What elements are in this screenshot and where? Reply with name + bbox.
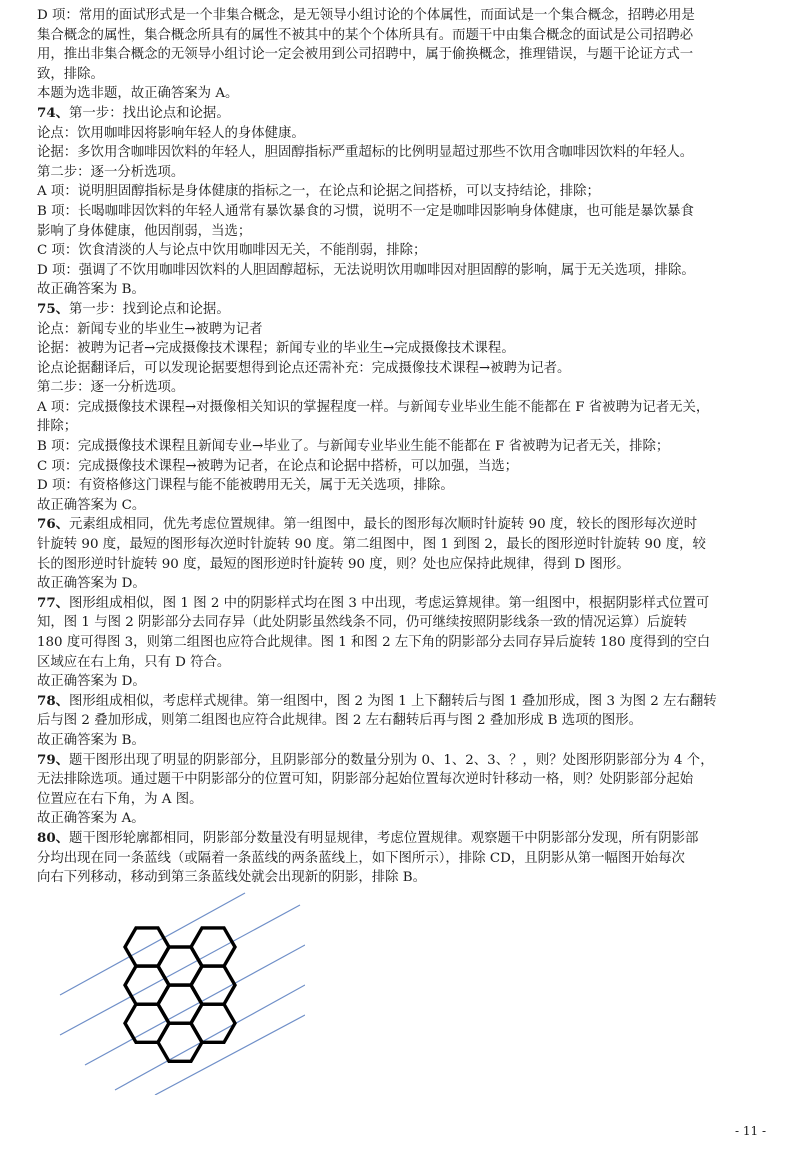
question-number: 78、 — [37, 692, 70, 709]
page-body — [37, 6, 777, 888]
text-line: 长的图形逆时针旋转 90 度，最短的图形逆时针旋转 90 度，则？处也应保持此规律，得到 D 图形。 — [37, 556, 630, 572]
text-line: 位置应在右下角，为 A 图。 — [37, 791, 203, 807]
text-line: 故正确答案为 C。 — [37, 497, 146, 513]
text-line: D 项：有资格修这门课程与能不能被聘用无关，属于无关选项，排除。 — [37, 478, 454, 494]
hexagon-figure — [55, 885, 305, 1095]
blue-guide-line — [115, 985, 305, 1090]
text-line: 故正确答案为 D。 — [37, 576, 146, 592]
text-line: 79、题干图形出现了明显的阴影部分，且阴影部分的数量分别为 0、1、2、3、？，则？处图形阴影部分为 4 个， — [37, 751, 714, 768]
text-line: 论点：新闻专业的毕业生→被聘为记者 — [37, 321, 263, 337]
text-line: C 项：完成摄像技术课程→被聘为记者，在论点和论据中搭桥，可以加强，当选； — [37, 458, 519, 474]
text-line: D 项：常用的面试形式是一个非集合概念，是无领导小组讨论的个体属性，而面试是一个集合概念，招聘必用是 — [37, 8, 695, 23]
text-line: 知，图 1 与图 2 阴影部分去同存异（此处阴影虽然线条不同，仍可继续按照阴影线条一致的情况运算）后旋转 — [37, 615, 688, 631]
question-number: 74、 — [37, 104, 70, 121]
text-line: A 项：完成摄像技术课程→对摄像相关知识的掌握程度一样。与新闻专业毕业生能不能都在 F 省被聘为记者无关， — [37, 399, 710, 415]
page-number: - 11 - — [734, 1124, 766, 1138]
question-number: 75、 — [37, 300, 70, 317]
text-line: 针旋转 90 度，最短的图形每次逆时针旋转 90 度。第二组图中，图 1 到图 2，最长的图形逆时针旋转 90 度，较 — [37, 537, 706, 553]
text-line: 本题为选非题，故正确答案为 A。 — [37, 86, 239, 102]
text-line: 用，推出非集合概念的无领导小组讨论一定会被用到公司招聘中，属于偷换概念，推理错误，与题干论证方式一 — [37, 47, 694, 63]
text-line: D 项：强调了不饮用咖啡因饮料的人胆固醇超标，无法说明饮用咖啡因对胆固醇的影响，属于无关选项，排除。 — [37, 262, 695, 278]
question-number: 77、 — [37, 594, 70, 611]
text-line: 影响了身体健康，他因削弱，当选； — [37, 223, 252, 239]
text-line: B 项：长喝咖啡因饮料的年轻人通常有暴饮暴食的习惯，说明不一定是咖啡因影响身体健康，也可能是暴饮暴食 — [37, 203, 694, 219]
text-line: A 项：说明胆固醇指标是身体健康的指标之一，在论点和论据之间搭桥，可以支持结论，排除； — [37, 184, 600, 200]
text-line: 论据：多饮用含咖啡因饮料的年轻人，胆固醇指标严重超标的比例明显超过那些不饮用含咖啡因饮料的年轻人。 — [37, 145, 694, 161]
hexagon-cell — [191, 1004, 235, 1042]
text-line: 第二步：逐一分析选项。 — [37, 380, 185, 396]
question-number: 76、 — [37, 516, 70, 533]
text-line: C 项：饮食清淡的人与论点中饮用咖啡因无关，不能削弱，排除； — [37, 243, 427, 259]
text-line: 后与图 2 叠加形成，则第二组图也应符合此规律。图 2 左右翻转后再与图 2 叠加形成 B 选项的图形。 — [37, 713, 643, 729]
hexagon-cell — [191, 966, 235, 1004]
text-line: 故正确答案为 B。 — [37, 732, 145, 748]
text-line: 排除； — [37, 419, 78, 435]
question-number: 80、 — [37, 829, 70, 846]
text-line: 论点论据翻译后，可以发现论据要想得到论点还需补充：完成摄像技术课程→被聘为记者。 — [37, 360, 571, 376]
text-line: 第二步：逐一分析选项。 — [37, 164, 185, 180]
text-line: 区域应在右上角，只有 D 符合。 — [37, 654, 231, 670]
text-line: B 项：完成摄像技术课程且新闻专业→毕业了。与新闻专业毕业生能不能都在 F 省被聘为记者无关，排除； — [37, 439, 670, 455]
blue-guide-line — [60, 893, 245, 995]
text-line: 致，排除。 — [37, 66, 104, 82]
text-line: 180 度可得图 3，则第二组图也应符合此规律。图 1 和图 2 左下角的阴影部分去同存异后旋转 180 度得到的空白 — [37, 635, 711, 650]
text-line: 向右下列移动，移动到第三条蓝线处就会出现新的阴影，排除 B。 — [37, 870, 427, 886]
text-line: 75、第一步：找到论点和论据。 — [37, 300, 230, 317]
text-line: 无法排除选项。通过题干中阴影部分的位置可知，阴影部分起始位置每次逆时针移动一格，则？处阴影部分起始 — [37, 772, 694, 788]
text-line: 论点：饮用咖啡因将影响年轻人的身体健康。 — [37, 125, 305, 141]
text-line: 故正确答案为 D。 — [37, 674, 146, 690]
hexagon-cell — [191, 928, 235, 966]
text-line: 故正确答案为 B。 — [37, 282, 145, 298]
text-line: 论据：被聘为记者→完成摄像技术课程；新闻专业的毕业生→完成摄像技术课程。 — [37, 341, 515, 357]
text-line: 76、元素组成相同，优先考虑位置规律。第一组图中，最长的图形每次顺时针旋转 90 度，较长的图形每次逆时 — [37, 516, 698, 533]
text-line: 集合概念的属性，集合概念所具有的属性不被其中的某个个体所具有。而题干中由集合概念的面试是公司招聘必 — [37, 27, 694, 43]
text-line: 74、第一步：找出论点和论据。 — [37, 104, 230, 121]
text-line: 分均出现在同一条蓝线（或隔着一条蓝线的两条蓝线上，如下图所示），排除 CD，且阴影从第一幅图开始每次 — [37, 850, 685, 866]
text-line: 80、题干图形轮廓都相同，阴影部分数量没有明显规律，考虑位置规律。观察题干中阴影部分发现，所有阴影部 — [37, 829, 699, 846]
text-line: 故正确答案为 A。 — [37, 811, 145, 827]
text-line: 77、图形组成相似，图 1 图 2 中的阴影样式均在图 3 中出现，考虑运算规律。第一组图中，根据阴影样式位置可 — [37, 594, 710, 611]
blue-guide-line — [60, 905, 300, 1035]
question-number: 79、 — [37, 751, 70, 768]
text-line: 78、图形组成相似，考虑样式规律。第一组图中，图 2 为图 1 上下翻转后与图 1 叠加形成，图 3 为图 2 左右翻转 — [37, 692, 717, 709]
